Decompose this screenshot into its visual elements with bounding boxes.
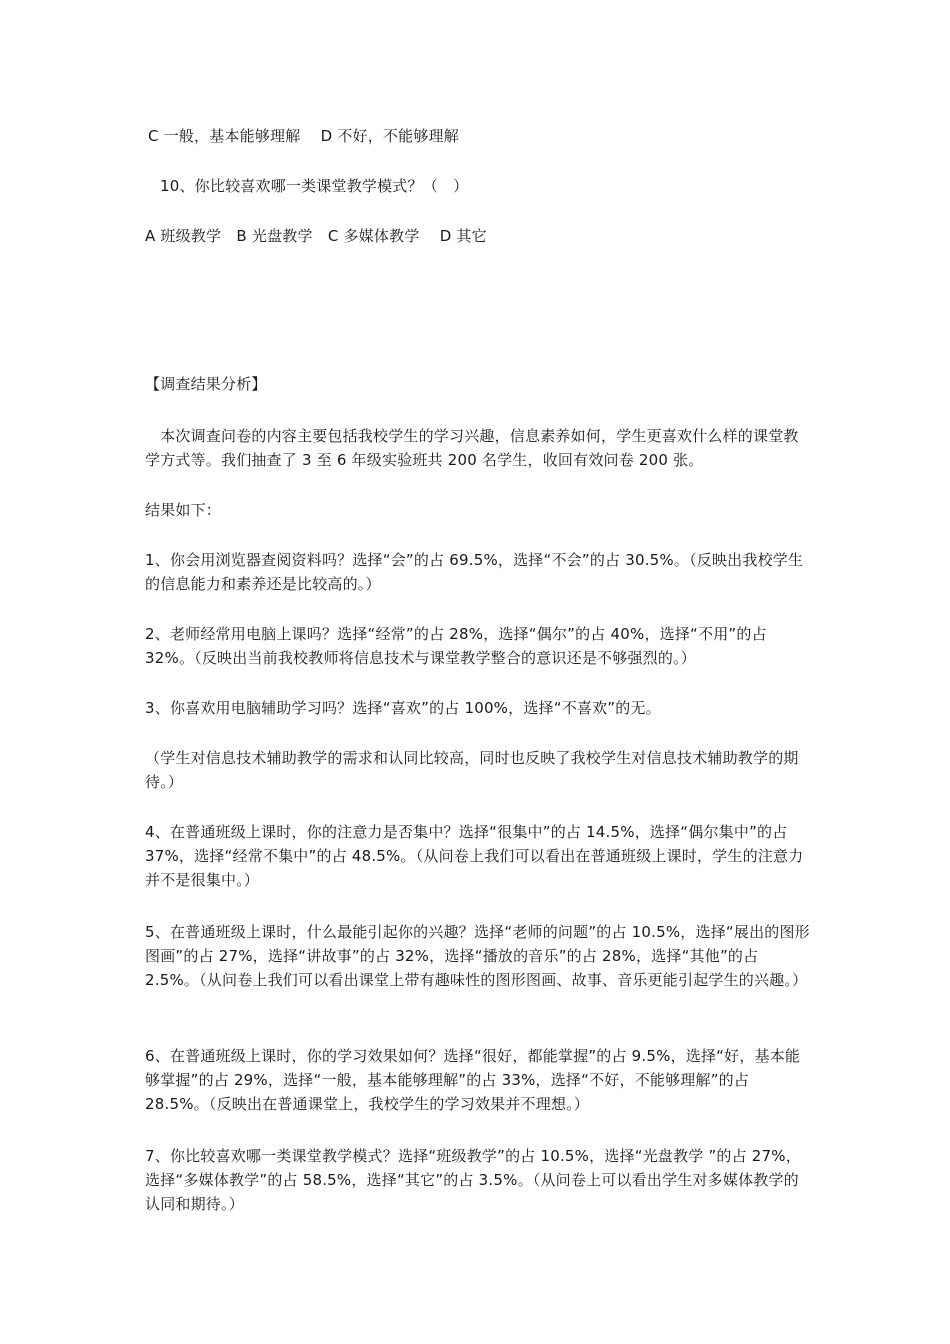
q10-question: 10、你比较喜欢哪一类课堂教学模式？（ ）: [160, 177, 469, 195]
result-item-4: 4、在普通班级上课时，你的注意力是否集中？选择“很集中”的占 14.5%，选择“偶尔集中”的占 37%，选择“经常不集中”的占 48.5%。（从问卷上我们可以看出在普通班级上课时，学生的注意力并不是很集中。）: [145, 823, 804, 889]
result-item-3-note: （学生对信息技术辅助教学的需求和认同比较高，同时也反映了我校学生对信息技术辅助教学的期待。）: [145, 749, 799, 791]
q10-options: A 班级教学 B 光盘教学 C 多媒体教学 D 其它: [145, 227, 487, 245]
analysis-intro: 本次调查问卷的内容主要包括我校学生的学习兴趣，信息素养如何，学生更喜欢什么样的课堂教学方式等。我们抽查了 3 至 6 年级实验班共 200 名学生，收回有效问卷 200 张。: [145, 427, 799, 469]
result-item-7: 7、你比较喜欢哪一类课堂教学模式？选择“班级教学”的占 10.5%，选择“光盘教学 ”的占 27%，选择“多媒体教学”的占 58.5%，选择“其它”的占 3.5%。（从问卷上可以看出学生对多媒体教学的认同和期待。）: [145, 1147, 801, 1213]
result-item-6: 6、在普通班级上课时，你的学习效果如何？选择“很好，都能掌握”的占 9.5%，选择“好，基本能够掌握”的占 29%，选择“一般，基本能够理解”的占 33%，选择“不好，不能够理解”的占 28.5%。（反映出在普通课堂上，我校学生的学习效果并不理想。）: [145, 1047, 801, 1113]
results-label: 结果如下：: [145, 501, 222, 519]
analysis-heading: 【调查结果分析】: [145, 375, 267, 393]
result-item-1: 1、你会用浏览器查阅资料吗？选择“会”的占 69.5%，选择“不会”的占 30.5%。（反映出我校学生的信息能力和素养还是比较高的。）: [145, 551, 804, 593]
result-item-3: 3、你喜欢用电脑辅助学习吗？选择“喜欢”的占 100%，选择“不喜欢”的无。: [145, 699, 661, 717]
result-item-5: 5、在普通班级上课时，什么最能引起你的兴趣？选择“老师的问题”的占 10.5%，选择“展出的图形图画”的占 27%，选择“讲故事”的占 32%，选择“播放的音乐”的占 28%，选择“其他”的占 2.5%。（从问卷上我们可以看出课堂上带有趣味性的图形图画、故事、音乐更能引起学生的兴趣。）: [145, 923, 810, 989]
q9-options: C 一般，基本能够理解 D 不好，不能够理解: [148, 127, 459, 145]
result-item-2: 2、老师经常用电脑上课吗？选择“经常”的占 28%，选择“偶尔”的占 40%，选择“不用”的占 32%。（反映出当前我校教师将信息技术与课堂教学整合的意识还是不够强烈的。）: [145, 625, 767, 667]
